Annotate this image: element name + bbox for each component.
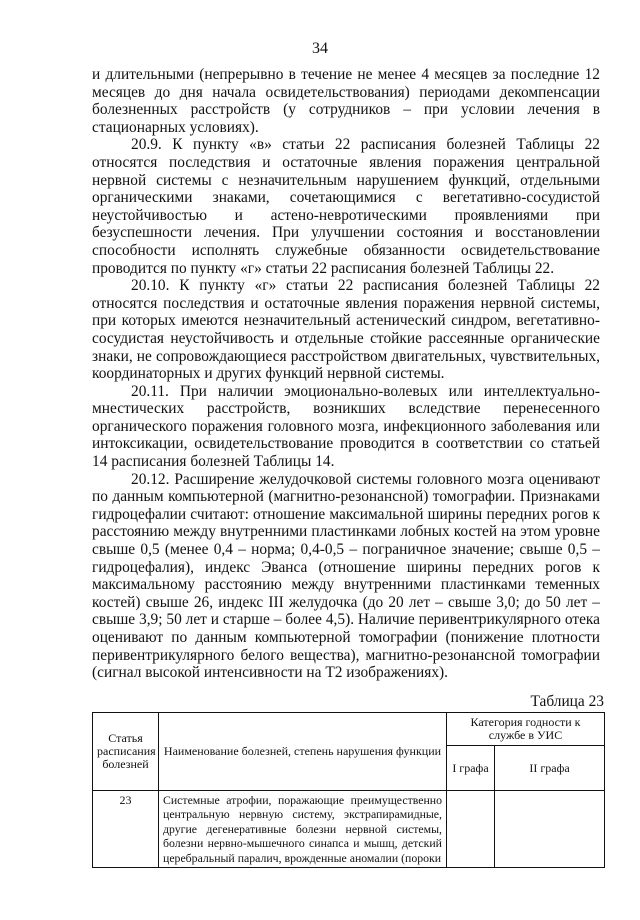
- row-column-2: [495, 791, 605, 868]
- table-caption: Таблица 23: [530, 693, 604, 710]
- paragraph-20-9: 20.9. К пункту «в» статьи 22 расписания болезней Таблицы 22 относятся последствия и остаточные явления поражения центральной нервной системы с незначительным нарушением функций, отдельными органическими знаками, сочетающимися с вегетативно-сосудистой неустойчивостью и астено-невротическими проявлениями при безуспешности лечения. При улучшении состояния и восстановлении способности исполнять служебные обязанности освидетельствование проводится по пункту «г» статьи 22 расписания болезней Таблицы 22.: [92, 136, 600, 277]
- body-text: [92, 66, 600, 682]
- paragraph-20-11: 20.11. При наличии эмоционально-волевых или интеллектуально-мнестических расстройств, возникших вследствие перенесенного органического поражения головного мозга, инфекционного заболевания или интоксикации, освидетельствование проводится в соответствии со статьей 14 расписания болезней Таблицы 14.: [92, 382, 600, 471]
- paragraph-20-10: 20.10. К пункту «г» статьи 22 расписания болезней Таблицы 22 относятся последствия и остаточные явления поражения нервной системы, при которых имеются незначительный астенический синдром, вегетативно-сосудистая неустойчивость и отдельные стойкие рассеянные органические знаки, не сопровождающиеся расстройством двигательных, чувствительных, координаторных и других функций нервной системы.: [92, 277, 600, 383]
- header-fitness-category: Категория годности к службе в УИС: [447, 713, 605, 746]
- table-row: [93, 791, 605, 868]
- paragraph-continuation: и длительными (непрерывно в течение не менее 4 месяцев за последние 12 месяцев до дня начала освидетельствования) периодами декомпенсации болезненных расстройств (у сотрудников – при условии лечения в стационарных условиях).: [92, 66, 600, 136]
- table-23: [92, 712, 605, 868]
- row-article: 23: [93, 791, 159, 868]
- header-column-1: I графа: [447, 746, 495, 791]
- header-article: Статья расписания болезней: [93, 713, 159, 791]
- header-column-2: II графа: [495, 746, 605, 791]
- row-column-1: [447, 791, 495, 868]
- row-description: Системные атрофии, поражающие преимущественно центральную нервную систему, экстрапирамидные, другие дегенеративные болезни нервной системы, болезни нервно-мышечного синапса и мышц, детский церебральный паралич, врожденные аномалии (пороки: [159, 791, 447, 868]
- paragraph-20-12: 20.12. Расширение желудочковой системы головного мозга оценивают по данным компьютерной (магнитно-резонансной) томографии. Признаками гидроцефалии считают: отношение максимальной ширины передних рогов к расстоянию между внутренними пластинками лобных костей на этом уровне свыше 0,5 (менее 0,4 – норма; 0,4-0,5 – пограничное значение; свыше 0,5 – гидроцефалия), индекс Эванса (отношение ширины передних рогов к максимальному расстоянию между внутренними пластинками теменных костей) свыше 26, индекс III желудочка (до 20 лет – свыше 3,0; до 50 лет – свыше 3,9; 50 лет и старше – более 4,5). Наличие перивентрикулярного отека оценивают по данным компьютерной томографии (понижение плотности перивентрикулярного белого вещества), магнитно-резонансной томографии (сигнал высокой интенсивности на Т2 изображениях).: [92, 470, 600, 682]
- header-disease-name: Наименование болезней, степень нарушения функции: [159, 713, 447, 791]
- page-number: 34: [312, 40, 328, 57]
